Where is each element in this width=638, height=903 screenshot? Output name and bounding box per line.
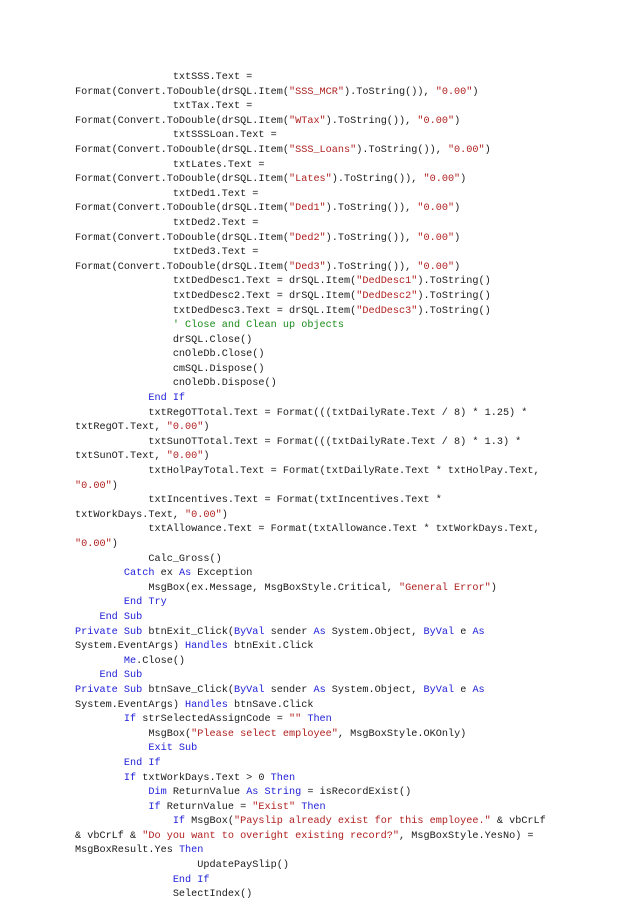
code-string: "0.00" <box>417 261 455 273</box>
code-text: System.Object, <box>325 684 424 696</box>
code-text: txtRegOT.Text, <box>75 422 167 434</box>
code-text: Format(Convert.ToDouble(drSQL.Item( <box>75 86 289 98</box>
code-text: txtWorkDays.Text, <box>75 509 186 521</box>
code-text: ) <box>484 144 491 156</box>
code-keyword: Handles <box>185 641 228 653</box>
code-line <box>75 159 635 174</box>
code-line <box>75 188 635 203</box>
code-text: txtDedDesc2.Text = drSQL.Item( <box>75 290 357 302</box>
code-line <box>75 874 635 889</box>
code-line <box>75 436 635 451</box>
code-text: System.Object, <box>325 626 424 638</box>
code-line <box>75 217 635 232</box>
code-text: btnSave.Click <box>227 699 314 711</box>
code-text: System.EventArgs) <box>75 699 186 711</box>
code-text: ).ToString()), <box>356 144 448 156</box>
code-keyword: As <box>472 626 485 638</box>
code-text: ).ToString() <box>417 290 491 302</box>
code-line <box>75 407 635 422</box>
code-text: ) <box>203 422 210 434</box>
code-line <box>75 305 635 320</box>
code-keyword: ByVal <box>233 626 265 638</box>
code-line <box>75 319 635 334</box>
code-text: txtDed2.Text = <box>75 217 265 229</box>
code-line <box>75 699 635 714</box>
code-string: "0.00" <box>166 451 204 463</box>
code-string: "0.00" <box>447 144 485 156</box>
code-string: "0.00" <box>417 232 455 244</box>
code-string: "Ded3" <box>288 261 326 273</box>
code-line <box>75 290 635 305</box>
code-text: ex <box>154 568 179 580</box>
code-line <box>75 859 635 874</box>
code-text: ).ToString()), <box>325 203 418 215</box>
code-text: , MsgBoxStyle.OKOnly) <box>337 728 467 740</box>
code-line <box>75 582 635 597</box>
code-text: MsgBox(ex.Message, MsgBoxStyle.Critical, <box>75 582 400 594</box>
code-line <box>75 421 635 436</box>
code-string: "0.00" <box>75 480 112 492</box>
code-string: "0.00" <box>75 539 112 550</box>
code-text: ) <box>454 115 461 127</box>
code-string: "0.00" <box>417 203 455 215</box>
code-line <box>75 275 635 290</box>
code-text: btnExit.Click <box>227 641 314 653</box>
code-line <box>75 684 635 699</box>
code-line <box>75 815 635 830</box>
code-keyword: Then <box>301 714 332 726</box>
code-string: "0.00" <box>423 174 461 186</box>
code-text: ) <box>111 539 118 550</box>
code-keyword: End If <box>75 393 186 405</box>
code-text: txtDed3.Text = <box>75 247 265 259</box>
code-line <box>75 348 635 363</box>
code-text: MsgBox( <box>75 728 192 740</box>
code-text: txtLates.Text = <box>75 159 271 171</box>
code-line <box>75 830 635 845</box>
code-text: btnSave_Click( <box>142 684 234 696</box>
code-text: MsgBox( <box>185 816 234 828</box>
code-keyword: Catch <box>75 568 155 580</box>
code-line <box>75 246 635 261</box>
code-text: btnExit_Click( <box>142 626 234 638</box>
code-text: ReturnValue = <box>160 801 253 813</box>
code-text: ) <box>460 174 467 186</box>
code-text: System.EventArgs) <box>75 641 186 653</box>
code-line <box>75 480 635 495</box>
code-text: & vbCrLf <box>490 816 546 828</box>
code-line <box>75 596 635 611</box>
code-line <box>75 757 635 772</box>
code-line <box>75 232 635 247</box>
code-text: = isRecordExist() <box>301 787 412 799</box>
code-keyword: Me <box>75 655 137 667</box>
code-text: Format(Convert.ToDouble(drSQL.Item( <box>75 232 289 244</box>
code-keyword: End If <box>75 757 161 769</box>
code-keyword: End Sub <box>75 611 143 623</box>
code-text: & vbCrLf & <box>75 830 143 842</box>
code-keyword: If <box>75 772 137 784</box>
code-text: ) <box>203 451 210 463</box>
code-text: e <box>454 626 473 638</box>
code-text: txtWorkDays.Text > 0 <box>136 772 271 784</box>
code-text: Calc_Gross() <box>75 553 222 565</box>
code-text: , MsgBoxStyle.YesNo) = <box>399 830 534 842</box>
code-text: ).ToString()), <box>325 232 418 244</box>
code-text: Format(Convert.ToDouble(drSQL.Item( <box>75 174 289 186</box>
code-text: MsgBoxResult.Yes <box>75 845 179 857</box>
code-keyword: Exit Sub <box>75 743 198 755</box>
code-keyword: ByVal <box>423 684 455 696</box>
code-keyword: As <box>472 684 485 696</box>
code-text: Format(Convert.ToDouble(drSQL.Item( <box>75 261 289 273</box>
code-text: ) <box>454 203 461 215</box>
code-line <box>75 173 635 188</box>
code-text: .Close() <box>136 655 186 667</box>
code-text: txtDed1.Text = <box>75 188 265 200</box>
code-keyword: Handles <box>185 699 228 711</box>
code-string: "DedDesc3" <box>356 305 418 317</box>
code-line <box>75 377 635 392</box>
code-text: cnOleDb.Close() <box>75 349 265 361</box>
code-text: ).ToString()), <box>344 86 436 98</box>
code-text: txtSSSLoan.Text = <box>75 130 283 142</box>
code-string: "Ded1" <box>288 203 326 215</box>
code-text: txtDedDesc1.Text = drSQL.Item( <box>75 276 357 288</box>
code-line <box>75 100 635 115</box>
code-line <box>75 450 635 465</box>
code-string: "Please select employee" <box>191 728 338 740</box>
code-string: "Lates" <box>288 174 332 186</box>
code-keyword: If <box>75 816 186 828</box>
code-text: Format(Convert.ToDouble(drSQL.Item( <box>75 203 289 215</box>
code-text: ).ToString() <box>417 276 491 288</box>
code-text: txtTax.Text = <box>75 101 259 113</box>
code-string: "" <box>288 714 302 726</box>
code-string: "Exist" <box>252 801 296 813</box>
code-text: txtAllowance.Text = Format(txtAllowance.Text * txtWorkDays.Text, <box>75 524 540 536</box>
code-line <box>75 71 635 86</box>
code-line <box>75 129 635 144</box>
code-line <box>75 728 635 743</box>
code-line <box>75 363 635 378</box>
code-line <box>75 742 635 757</box>
code-text: txtSSS.Text = <box>75 72 259 83</box>
code-keyword: ByVal <box>233 684 265 696</box>
code-line <box>75 786 635 801</box>
code-string: "DedDesc2" <box>356 290 418 302</box>
code-line <box>75 655 635 670</box>
code-line <box>75 844 635 859</box>
code-keyword: If <box>75 714 137 726</box>
code-keyword: As <box>178 568 192 580</box>
code-text: ) <box>221 509 228 521</box>
code-text: ).ToString()), <box>325 261 418 273</box>
code-keyword: Private Sub <box>75 626 143 638</box>
code-string: "Payslip already exist for this employee." <box>233 816 491 828</box>
code-string: "SSS_Loans" <box>288 144 357 156</box>
code-line <box>75 713 635 728</box>
code-keyword: ByVal <box>423 626 455 638</box>
code-text: txtHolPayTotal.Text = Format(txtDailyRate.Text * txtHolPay.Text, <box>75 466 540 478</box>
code-text: Format(Convert.ToDouble(drSQL.Item( <box>75 115 289 127</box>
code-line <box>75 553 635 568</box>
code-line <box>75 538 635 553</box>
code-text: ) <box>490 582 497 594</box>
code-keyword: Then <box>295 801 326 813</box>
code-text: ) <box>454 261 461 273</box>
code-text: sender <box>264 684 314 696</box>
code-text: ).ToString()), <box>331 174 424 186</box>
code-text: ).ToString() <box>417 305 491 317</box>
code-text: ) <box>472 86 479 98</box>
code-string: "0.00" <box>166 422 204 434</box>
code-string: "Do you want to overight existing record?" <box>142 830 400 842</box>
code-line <box>75 523 635 538</box>
code-line <box>75 640 635 655</box>
code-keyword: Then <box>178 845 204 857</box>
code-text: ReturnValue <box>166 787 247 799</box>
code-keyword: Dim <box>75 787 167 799</box>
code-text: cnOleDb.Dispose() <box>75 378 277 390</box>
code-line <box>75 626 635 641</box>
code-text: txtIncentives.Text = Format(txtIncentives.Text * <box>75 495 442 507</box>
code-line <box>75 334 635 349</box>
code-line <box>75 86 635 101</box>
code-string: "Ded2" <box>288 232 326 244</box>
code-text: txtSunOTTotal.Text = Format(((txtDailyRate.Text / 8) * 1.3) * <box>75 436 522 448</box>
code-line <box>75 611 635 626</box>
code-text: txtRegOTTotal.Text = Format(((txtDailyRate.Text / 8) * 1.25) * <box>75 407 528 419</box>
code-string: "General Error" <box>399 582 491 594</box>
code-keyword: As String <box>246 787 302 799</box>
code-line <box>75 772 635 787</box>
code-text: Format(Convert.ToDouble(drSQL.Item( <box>75 144 289 156</box>
code-text: sender <box>264 626 314 638</box>
code-keyword: End Try <box>75 597 167 609</box>
code-line <box>75 494 635 509</box>
code-line <box>75 669 635 684</box>
code-string: "0.00" <box>417 115 455 127</box>
code-text: drSQL.Close() <box>75 334 253 346</box>
code-keyword: As <box>313 684 326 696</box>
code-line <box>75 144 635 159</box>
code-text: Exception <box>191 568 253 580</box>
code-text: UpdatePaySlip() <box>75 860 289 872</box>
code-line <box>75 567 635 582</box>
code-listing <box>75 71 635 903</box>
code-string: "DedDesc1" <box>356 276 418 288</box>
code-line <box>75 801 635 816</box>
code-line <box>75 465 635 480</box>
code-text: strSelectedAssignCode = <box>136 714 289 726</box>
code-line <box>75 509 635 524</box>
code-string: "WTax" <box>288 115 326 127</box>
code-comment: ' Close and Clean up objects <box>75 320 344 332</box>
code-line <box>75 115 635 130</box>
code-keyword: End Sub <box>75 670 143 682</box>
code-keyword: If <box>75 801 161 813</box>
code-line <box>75 392 635 407</box>
code-text: cmSQL.Dispose() <box>75 363 265 375</box>
code-text: ).ToString()), <box>325 115 418 127</box>
code-string: "0.00" <box>185 509 222 521</box>
code-string: "0.00" <box>435 86 473 98</box>
code-line <box>75 202 635 217</box>
code-line <box>75 261 635 276</box>
code-text: e <box>454 684 473 696</box>
code-text: SelectIndex() <box>75 889 253 901</box>
code-text: ) <box>454 232 461 244</box>
code-keyword: As <box>313 626 326 638</box>
code-text: txtSunOT.Text, <box>75 451 167 463</box>
code-text: txtDedDesc3.Text = drSQL.Item( <box>75 305 357 317</box>
code-keyword: Then <box>270 772 296 784</box>
code-keyword: End If <box>75 874 210 886</box>
code-keyword: Private Sub <box>75 684 143 696</box>
code-string: "SSS_MCR" <box>288 86 345 98</box>
code-text: ) <box>111 480 118 492</box>
code-line <box>75 888 635 903</box>
